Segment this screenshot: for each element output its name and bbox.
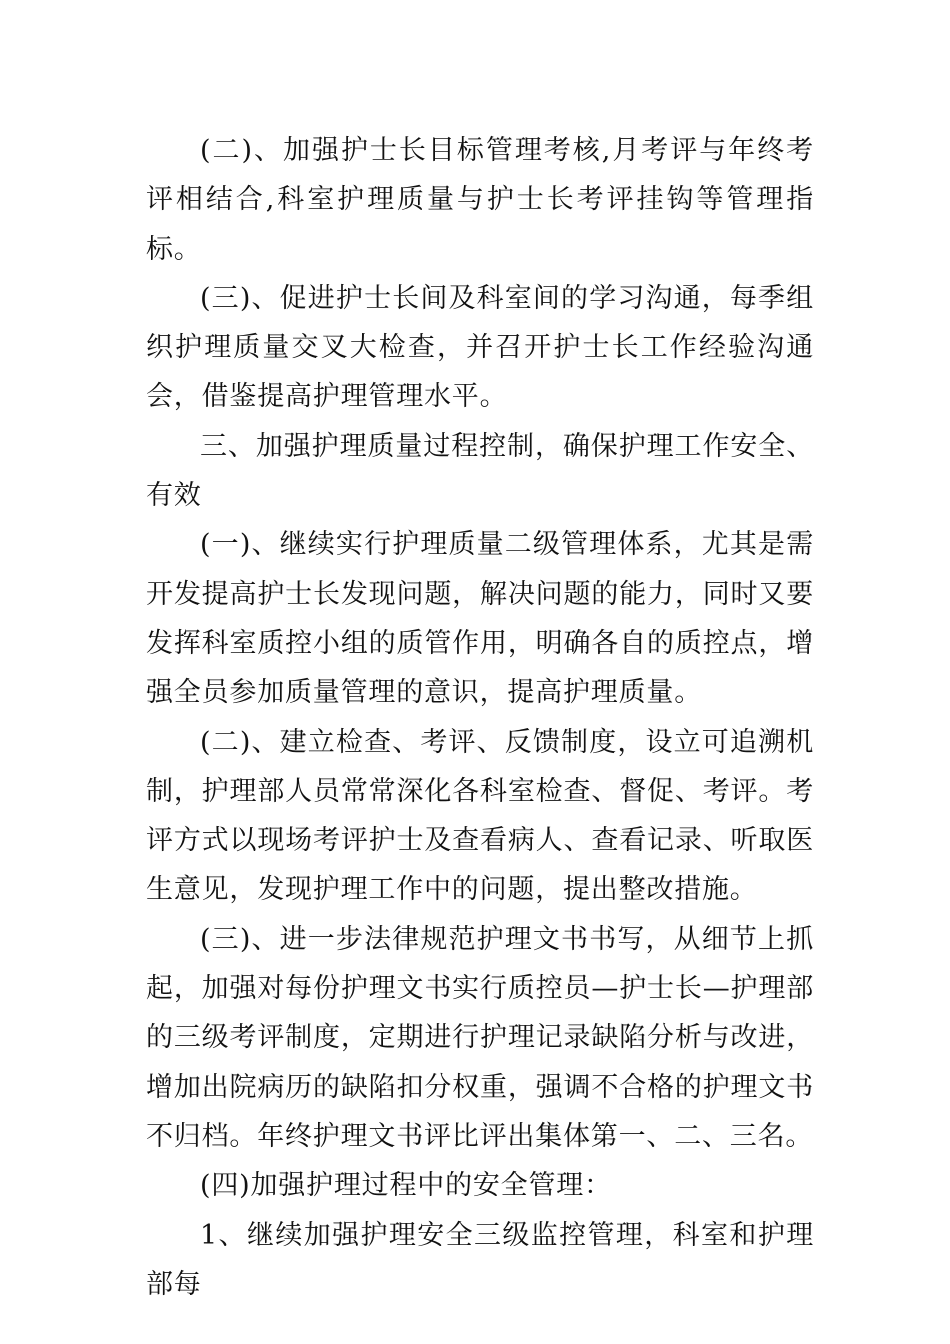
document-body: [146, 126, 814, 1309]
paragraph-safety-management: (四)加强护理过程中的安全管理：: [200, 1170, 612, 1202]
paragraph-head-nurse-assessment: (二)、加强护士长目标管理考核,月考评与年终考评相结合,科室护理质量与护士长考评挂钩等管理指标。: [146, 135, 814, 265]
paragraph-inspection-feedback: (二)、建立检查、考评、反馈制度，设立可追溯机制，护理部人员常常深化各科室检查、督促、考评。考评方式以现场考评护士及查看病人、查看记录、听取医生意见，发现护理工作中的问题，提出整改措施。: [146, 726, 814, 906]
paragraph-nursing-documents: (三)、进一步法律规范护理文书书写，从细节上抓起，加强对每份护理文书实行质控员—护士长—护理部的三级考评制度，定期进行护理记录缺陷分析与改进，增加出院病历的缺陷扣分权重，强调不合格的护理文书不归档。年终护理文书评比评出集体第一、二、三名。: [146, 923, 814, 1152]
paragraph-communication: (三)、促进护士长间及科室间的学习沟通，每季组织护理质量交叉大检查，并召开护士长工作经验沟通会，借鉴提高护理管理水平。: [146, 282, 814, 413]
paragraph-three-level-monitoring: 1、继续加强护理安全三级监控管理，科室和护理部每: [146, 1219, 814, 1300]
section-heading-quality-control: 三、加强护理质量过程控制，确保护理工作安全、有效: [146, 430, 814, 512]
paragraph-two-level-management: (一)、继续实行护理质量二级管理体系，尤其是需开发提高护士长发现问题，解决问题的能力，同时又要发挥科室质控小组的质管作用，明确各自的质控点，增强全员参加质量管理的意识，提高护理质量。: [146, 529, 814, 709]
